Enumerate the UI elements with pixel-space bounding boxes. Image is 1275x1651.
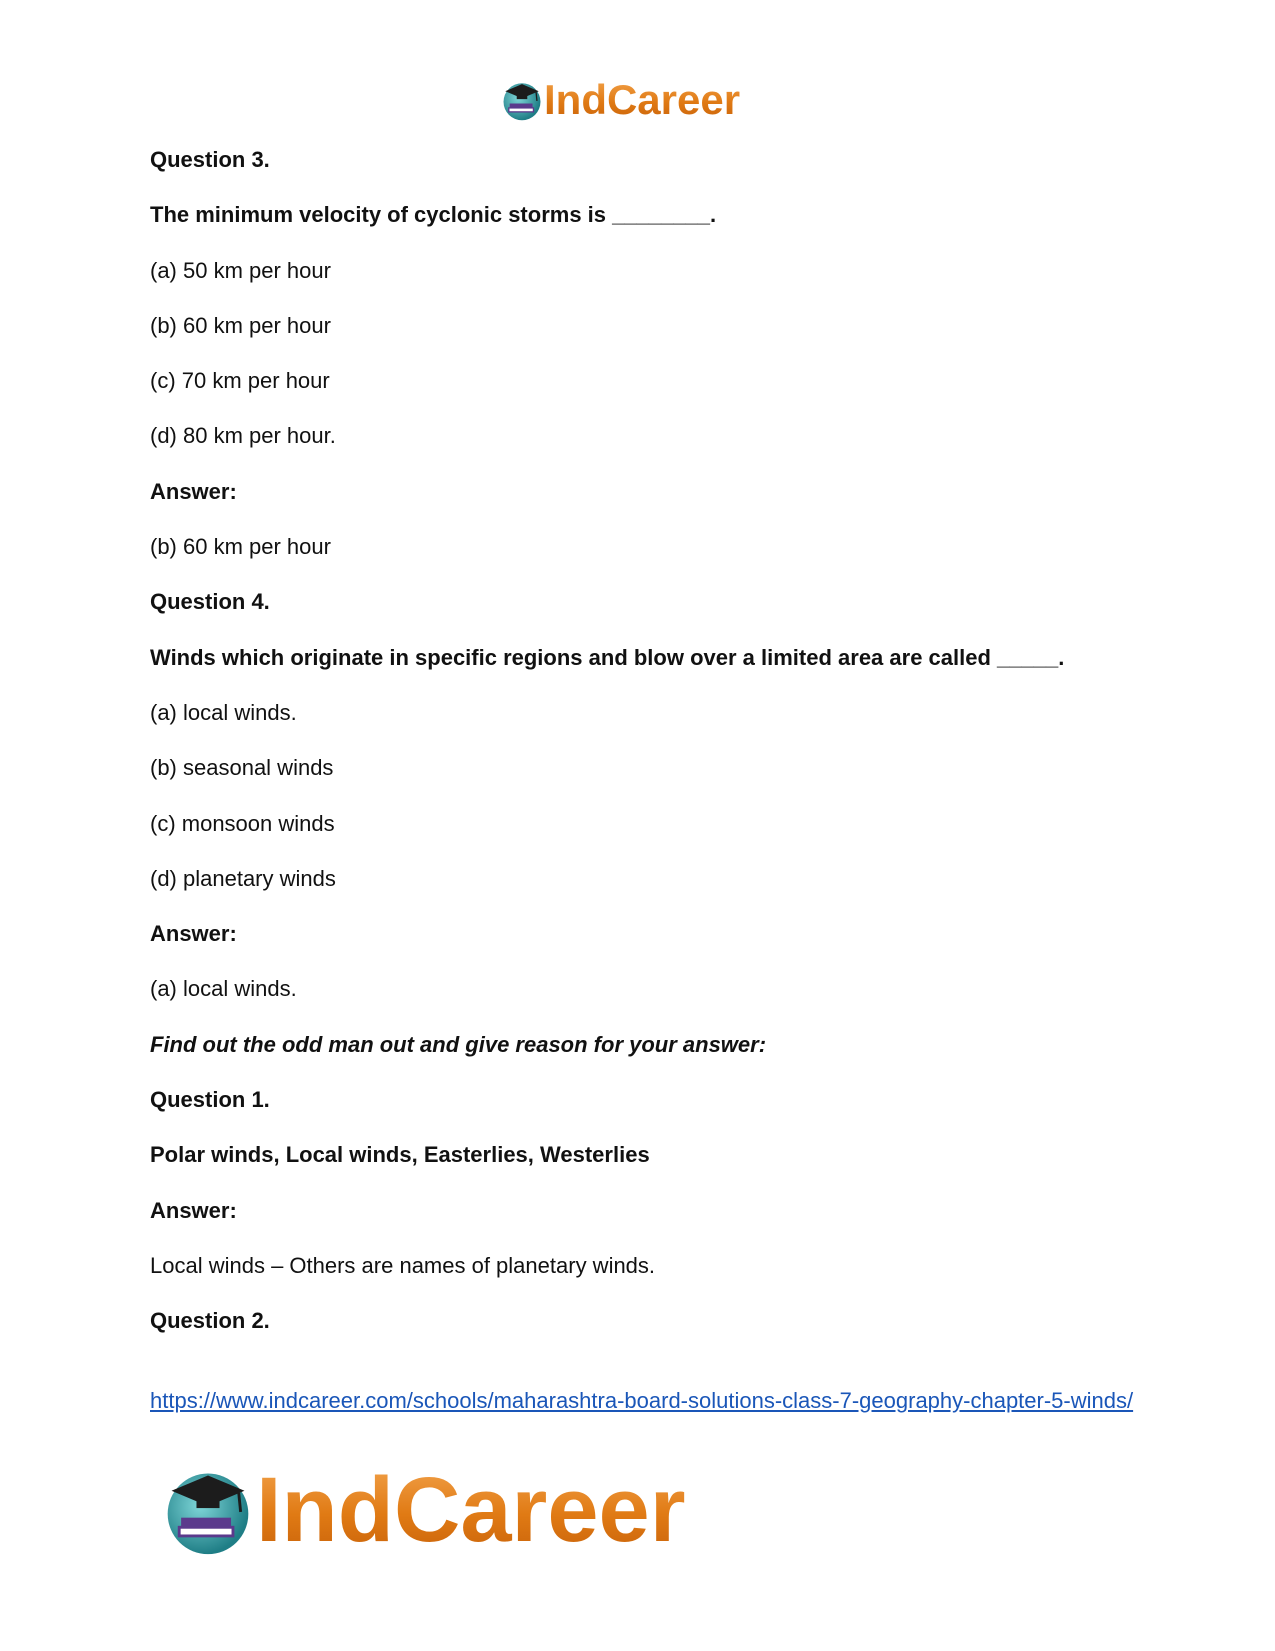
answer-label: Answer: [150,478,237,504]
section-heading: Find out the odd man out and give reason for your answer: [150,1031,767,1057]
question-label: Question 2. [150,1308,270,1334]
header-logo [500,78,740,122]
option-text: (a) local winds. [150,699,297,725]
answer-label: Answer: [150,1197,237,1223]
question-label: Question 4. [150,589,270,615]
question-text: Winds which originate in specific regions and blow over a limited area are called _____. [150,644,1065,670]
option-text: (c) 70 km per hour [150,368,330,394]
question-text: The minimum velocity of cyclonic storms is ________. [150,202,717,228]
option-text: (b) 60 km per hour [150,534,331,560]
option-text: (d) planetary winds [150,865,336,891]
document-body [150,146,1150,1363]
option-text: (d) 80 km per hour. [150,423,336,449]
header-logo-text: IndCareer [544,76,741,123]
answer-label: Answer: [150,921,237,947]
option-text: (a) local winds. [150,976,297,1002]
source-url-link[interactable]: https://www.indcareer.com/schools/maharashtra-board-solutions-class-7-geography-chapter-5-winds/ [150,1388,1134,1413]
question-text: Polar winds, Local winds, Easterlies, Westerlies [150,1142,650,1168]
question-label: Question 3. [150,147,270,172]
graduation-globe-icon [500,78,544,122]
body-text-line: Local winds – Others are names of planetary winds. [150,1252,656,1278]
footer-logo [160,1459,686,1561]
option-text: (c) monsoon winds [150,810,335,836]
option-text: (b) 60 km per hour [150,312,331,338]
graduation-globe-icon [160,1462,256,1558]
footer-logo-text: IndCareer [256,1459,686,1561]
option-text: (a) 50 km per hour [150,257,331,283]
option-text: (b) seasonal winds [150,755,334,781]
question-label: Question 1. [150,1087,270,1113]
